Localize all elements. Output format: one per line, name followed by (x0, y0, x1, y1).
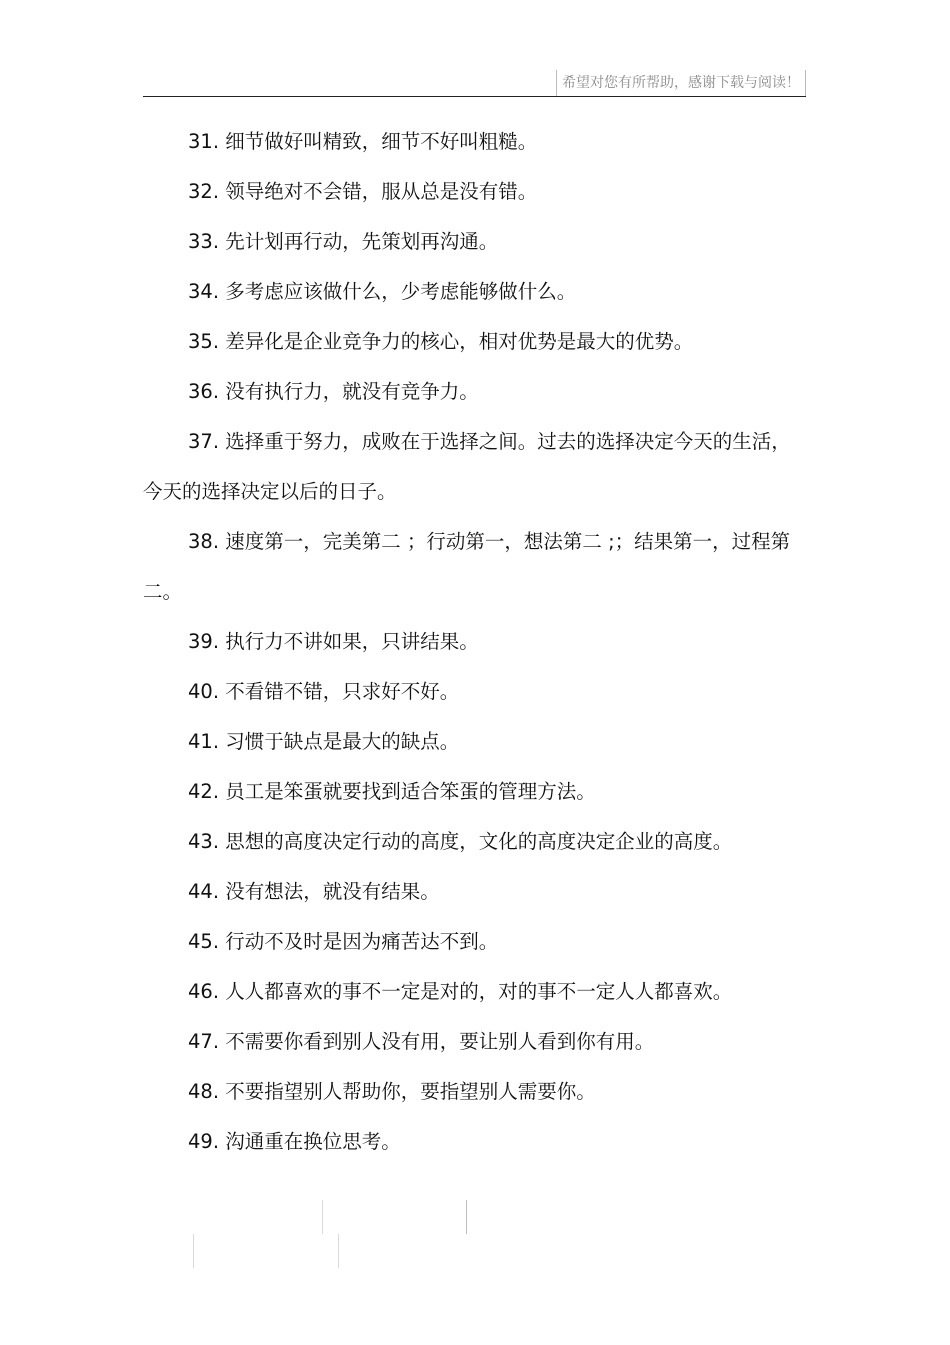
list-item: 46. 人人都喜欢的事不一定是对的，对的事不一定人人都喜欢。 (188, 980, 733, 1003)
list-item: 36. 没有执行力，就没有竞争力。 (188, 380, 479, 403)
list-item: 43. 思想的高度决定行动的高度，文化的高度决定企业的高度。 (188, 830, 733, 853)
header-note: 希望对您有所帮助，感谢下载与阅读！ (556, 70, 806, 96)
decorative-line (193, 1234, 194, 1268)
decorative-line (466, 1200, 467, 1234)
list-item: 44. 没有想法，就没有结果。 (188, 880, 440, 903)
list-item: 45. 行动不及时是因为痛苦达不到。 (188, 930, 499, 953)
list-item: 48. 不要指望别人帮助你，要指望别人需要你。 (188, 1080, 596, 1103)
list-item: 49. 沟通重在换位思考。 (188, 1130, 401, 1153)
list-item: 39. 执行力不讲如果，只讲结果。 (188, 630, 479, 653)
decorative-line (338, 1234, 339, 1268)
list-item: 33. 先计划再行动，先策划再沟通。 (188, 230, 499, 253)
decorative-line (322, 1200, 323, 1234)
list-item: 40. 不看错不错，只求好不好。 (188, 680, 460, 703)
list-item: 37. 选择重于努力，成败在于选择之间。过去的选择决定今天的生活，今天的选择决定以后的日子。 (143, 430, 791, 503)
header-divider (143, 96, 806, 97)
quote-list (143, 117, 806, 1167)
list-item: 32. 领导绝对不会错，服从总是没有错。 (188, 180, 538, 203)
list-item: 42. 员工是笨蛋就要找到适合笨蛋的管理方法。 (188, 780, 596, 803)
list-item: 47. 不需要你看到别人没有用，要让别人看到你有用。 (188, 1030, 655, 1053)
list-item: 41. 习惯于缺点是最大的缺点。 (188, 730, 460, 753)
list-item: 38. 速度第一，完美第二 ；行动第一，想法第二 ;；结果第一，过程第二。 (143, 530, 791, 603)
list-item: 31. 细节做好叫精致，细节不好叫粗糙。 (188, 130, 538, 153)
list-item: 34. 多考虑应该做什么，少考虑能够做什么。 (188, 280, 577, 303)
list-item: 35. 差异化是企业竞争力的核心，相对优势是最大的优势。 (188, 330, 694, 353)
